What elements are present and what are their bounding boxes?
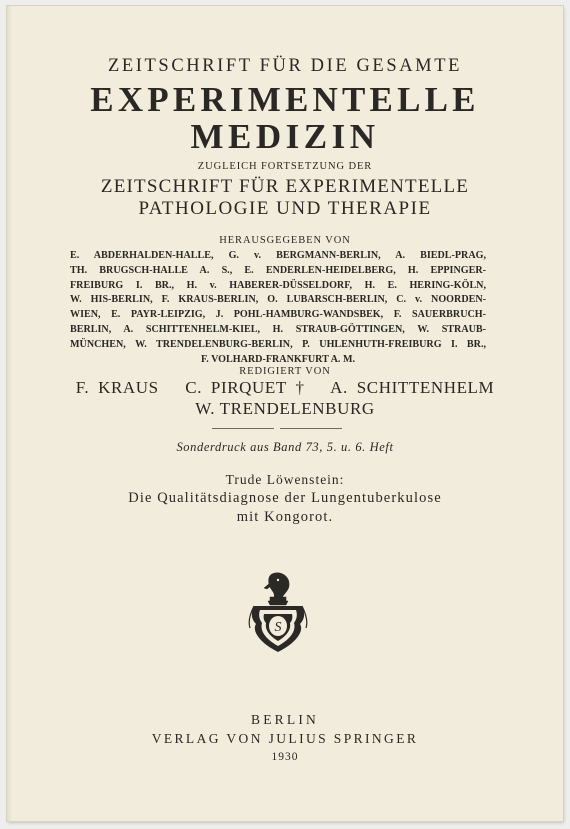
former-title-line-1: ZEITSCHRIFT FÜR EXPERIMENTELLE [100, 176, 470, 197]
editors-label: HERAUSGEGEBEN VON [219, 235, 351, 246]
editors-line: W. HIS-BERLIN, F. KRAUS-BERLIN, O. LUBARSCH-BERLIN, C. v. NOORDEN- [70, 294, 486, 306]
divider-rule-right [280, 428, 342, 429]
redaction-label: REDIGIERT VON [239, 366, 331, 377]
article-title-line-2: mit Kongorot. [236, 509, 334, 525]
imprint-city: BERLIN [251, 712, 319, 727]
journal-title-line-2: EXPERIMENTELLE [90, 80, 480, 119]
redaction-names-line-1: F. KRAUS C. PIRQUET † A. SCHITTENHELM [75, 378, 495, 397]
imprint-publisher: VERLAG VON JULIUS SPRINGER [151, 731, 419, 746]
article-title-line-1: Die Qualitätsdiagnose der Lungentuberkulose [128, 490, 442, 506]
editors-line: WIEN, E. PAYR-LEIPZIG, J. POHL-HAMBURG-WANDSBEK, F. SAUERBRUCH- [70, 309, 486, 321]
former-title-line-2: PATHOLOGIE UND THERAPIE [138, 198, 432, 219]
divider-rule-left [212, 428, 274, 429]
redaction-names-line-2: W. TRENDELENBURG [195, 399, 375, 418]
editors-line: FREIBURG I. BR., H. v. HABERER-DÜSSELDORF, H. E. HERING-KÖLN, [70, 279, 486, 291]
offprint-note: Sonderdruck aus Band 73, 5. u. 6. Heft [176, 440, 394, 454]
journal-title-line-3: MEDIZIN [190, 117, 380, 156]
article-author: Trude Löwenstein: [225, 472, 345, 487]
springer-knight-emblem-icon [246, 570, 310, 654]
editors-line: BERLIN, A. SCHITTENHELM-KIEL, H. STRAUB-GÖTTINGEN, W. STRAUB- [70, 323, 486, 335]
emblem-letter: S [274, 620, 282, 635]
journal-title-line-1: ZEITSCHRIFT FÜR DIE GESAMTE [107, 56, 463, 76]
editors-line: TH. BRUGSCH-HALLE A. S., E. ENDERLEN-HEIDELBERG, H. EPPINGER- [70, 264, 486, 276]
continuation-note: ZUGLEICH FORTSETZUNG DER [197, 161, 373, 172]
editors-line: MÜNCHEN, W. TRENDELENBURG-BERLIN, P. UHLENHUTH-FREIBURG I. BR., [70, 338, 486, 350]
editors-line: E. ABDERHALDEN-HALLE, G. v. BERGMANN-BERLIN, A. BIEDL-PRAG, [70, 250, 486, 261]
imprint-year: 1930 [271, 751, 299, 763]
editors-list [70, 249, 486, 367]
editors-line: F. VOLHARD-FRANKFURT A. M. [200, 353, 356, 365]
